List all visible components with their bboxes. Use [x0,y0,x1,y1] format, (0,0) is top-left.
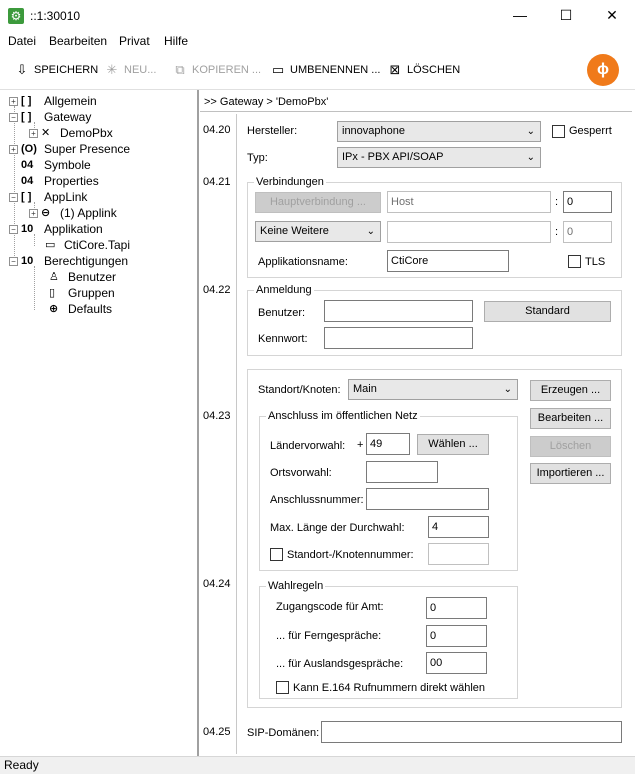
keine-weitere-value: Keine Weitere [260,225,329,237]
zugang-input[interactable]: 0 [426,597,487,619]
number-icon: 04 [21,159,34,171]
app-icon: ⚙ [8,8,24,24]
e164-label: Kann E.164 Rufnummern direkt wählen [293,682,485,694]
fern-input[interactable]: 0 [426,625,487,647]
navigation-tree [0,90,199,756]
port-input-1[interactable]: 0 [563,191,612,213]
appname-label: Applikationsname: [258,256,348,268]
tree-label: Symbole [44,158,91,172]
verbindungen-title: Verbindungen [256,176,324,188]
user-icon: ♙ [49,271,59,283]
delete-icon: ⊠ [389,62,401,77]
laender-input[interactable]: 49 [366,433,410,455]
new-icon: ✳ [106,62,118,77]
new-button[interactable] [104,62,156,78]
tree-item-properties[interactable] [21,173,99,189]
fern-label: ... für Ferngespräche: [276,630,382,642]
tree-label: CtiCore.Tapi [64,238,131,252]
waehlen-button[interactable]: Wählen ... [417,434,489,455]
save-label: SPEICHERN [34,64,99,76]
tls-checkbox[interactable] [568,255,581,268]
port-input-2[interactable]: 0 [563,221,612,243]
expand-icon[interactable]: + [9,97,18,106]
collapse-icon[interactable]: − [9,225,18,234]
delete-label: LÖSCHEN [407,64,461,76]
erzeugen-button[interactable]: Erzeugen ... [530,380,611,401]
sip-input[interactable] [321,721,622,743]
tree-item-gruppen[interactable] [49,285,115,301]
typ-label: Typ: [247,152,268,164]
maxlen-label: Max. Länge der Durchwahl: [270,522,405,534]
ausland-label: ... für Auslandsgespräche: [276,658,404,670]
save-icon: ⇩ [16,62,28,77]
gesperrt-label: Gesperrt [569,125,612,137]
rename-button[interactable] [270,62,380,78]
rename-icon: ▭ [271,62,285,77]
tree-item-symbole[interactable] [21,157,91,173]
document-icon: ▯ [49,287,56,299]
delete-button[interactable] [387,62,460,78]
plus-sign: + [357,439,364,451]
tree-label: Super Presence [44,142,131,156]
tree-item-applink[interactable] [9,189,87,205]
number-icon: 10 [21,223,34,235]
tree-item-applink-child[interactable] [29,205,117,221]
ausland-input[interactable]: 00 [426,652,487,674]
code-divider [236,114,237,754]
minimize-button[interactable]: — [513,7,527,23]
e164-checkbox[interactable] [276,681,289,694]
host-input[interactable]: Host [387,191,551,213]
benutzer-label: Benutzer: [258,307,306,319]
tree-item-berechtigungen[interactable] [9,253,128,269]
maximize-button[interactable]: ☐ [559,7,573,23]
sip-label: SIP-Domänen: [247,727,320,739]
chevron-down-icon: ⌄ [526,126,535,137]
standortnr-input[interactable] [428,543,489,565]
tree-label: Benutzer [68,270,117,284]
tree-label: Gruppen [68,286,115,300]
tree-label: Berechtigungen [44,254,129,268]
hersteller-label: Hersteller: [247,125,298,137]
zugang-label: Zugangscode für Amt: [276,601,384,613]
number-icon: 04 [21,175,34,187]
laender-label: Ländervorwahl: [270,440,346,452]
presence-icon: (O) [21,143,37,155]
section-code-0422: 04.22 [203,284,231,296]
tree-item-demopbx[interactable] [29,125,113,141]
menu-datei[interactable]: Datei [8,34,37,48]
standortnr-checkbox[interactable] [270,548,283,561]
chevron-down-icon: ⌄ [526,152,535,163]
section-code-0424: 04.24 [203,578,231,590]
copy-label: KOPIEREN ... [192,64,262,76]
orts-label: Ortsvorwahl: [270,467,332,479]
typ-select[interactable] [337,147,541,168]
config-icon: [ ] [21,95,32,107]
standort-value: Main [353,383,377,395]
chevron-down-icon: ⌄ [503,384,512,395]
section-code-0420: 04.20 [203,124,231,136]
config-icon: [ ] [21,191,32,203]
expand-icon[interactable]: + [29,209,38,218]
anmeldung-title: Anmeldung [256,284,312,296]
tree-item-ctitapi[interactable] [45,237,130,253]
standard-button[interactable]: Standard [484,301,611,322]
tree-label: (1) Applink [60,206,117,220]
standort-select[interactable] [348,379,518,400]
save-button[interactable] [14,62,98,78]
importieren-button[interactable]: Importieren ... [530,463,611,484]
standortnr-label: Standort-/Knotennummer: [287,549,414,561]
config-icon: [ ] [21,111,32,123]
anschlussnr-input[interactable] [366,488,489,510]
copy-icon: ⧉ [175,62,185,77]
tree-item-allgemein[interactable] [9,93,97,109]
collapse-icon[interactable]: − [9,257,18,266]
menu-hilfe[interactable]: Hilfe [164,34,189,48]
status-bar: Ready [0,756,635,774]
loeschen-button[interactable]: Löschen [530,436,611,457]
plus-circle-icon: ⊕ [49,303,59,315]
new-label: NEU... [124,64,157,76]
typ-value: IPx - PBX API/SOAP [342,151,444,163]
window-title: ::1:30010 [30,9,81,23]
copy-button[interactable] [172,62,261,78]
wahlregeln-title: Wahlregeln [268,580,324,592]
close-button[interactable]: ✕ [606,7,618,23]
number-icon: 10 [21,255,34,267]
hersteller-select[interactable] [337,121,541,142]
tree-label: Defaults [68,302,113,316]
kennwort-label: Kennwort: [258,333,308,345]
tree-item-gateway[interactable] [9,109,91,125]
benutzer-input[interactable] [324,300,473,322]
gesperrt-checkbox[interactable] [552,125,565,138]
expand-icon[interactable]: + [9,145,18,154]
backup-host-input[interactable] [387,221,551,243]
hersteller-value: innovaphone [342,125,406,137]
appname-input[interactable]: CtiCore [387,250,509,272]
maxlen-input[interactable]: 4 [428,516,489,538]
section-code-0421: 04.21 [203,176,231,188]
tree-label: Allgemein [44,94,97,108]
tls-label: TLS [585,256,606,268]
tree-label: Properties [44,174,99,188]
collapse-icon[interactable]: − [9,113,18,122]
cross-icon: ✕ [41,127,51,139]
tree-item-benutzer[interactable] [49,269,116,285]
section-code-0425: 04.25 [203,726,231,738]
section-code-0423: 04.23 [203,410,231,422]
expand-icon[interactable]: + [29,129,38,138]
collapse-icon[interactable]: − [9,193,18,202]
tree-label: Applikation [44,222,103,236]
brand-logo-icon: ɸ [587,54,619,86]
tree-label: Gateway [44,110,92,124]
tree-item-super-presence[interactable] [9,141,130,157]
kennwort-input[interactable] [324,327,473,349]
breadcrumb: >> Gateway > 'DemoPbx' [200,92,632,112]
tree-label: DemoPbx [60,126,113,140]
port-colon: : [555,196,559,208]
tree-label: AppLink [44,190,88,204]
bearbeiten-button[interactable]: Bearbeiten ... [530,408,611,429]
standort-label: Standort/Knoten: [258,384,341,396]
menu-privat[interactable]: Privat [119,34,150,48]
rename-label: UMBENENNEN ... [290,64,381,76]
link-icon: ⊖ [41,207,51,219]
menu-bearbeiten[interactable]: Bearbeiten [49,34,108,48]
anschlussnr-label: Anschlussnummer: [270,494,364,506]
tree-item-applikation[interactable] [9,221,103,237]
anschluss-title: Anschluss im öffentlichen Netz [268,410,418,422]
keine-weitere-select[interactable] [255,221,381,242]
tree-item-defaults[interactable] [49,301,112,317]
orts-input[interactable] [366,461,438,483]
window-icon: ▭ [45,239,56,251]
port-colon-2: : [555,226,559,238]
chevron-down-icon: ⌄ [366,226,375,237]
hauptverbindung-button[interactable]: Hauptverbindung ... [255,192,381,213]
